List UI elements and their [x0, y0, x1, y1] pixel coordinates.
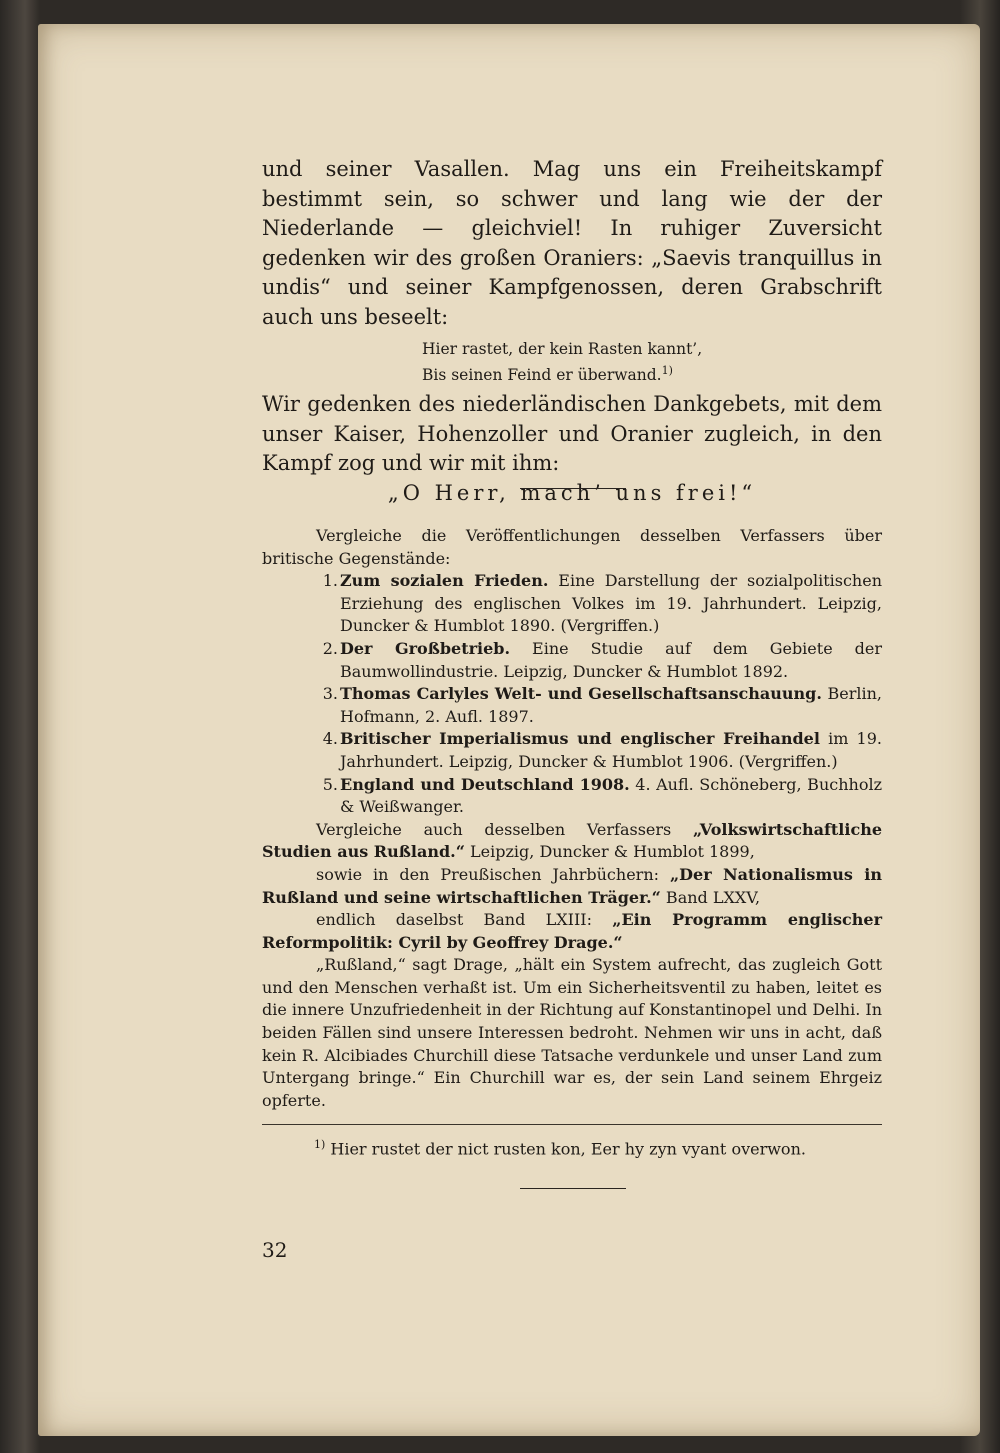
item-number: 3. — [322, 684, 338, 704]
drage-quote: „Rußland,“ sagt Drage, „hält ein System aufrecht, das zugleich Gott und den Menschen verhaßt ist. Um ein Sicherheitsventil zu haben, leitet es die innere Unzufriedenheit in der Richtung auf Konstantinopel und Delhi. In beiden Fällen sind unsere Interessen bedroht. Nehmen wir uns in acht, daß kein R. Alcibiades Churchill diese Tatsache verdunkele und unser Land zum Untergang bringe.“ Ein Churchill war es, der sein Land seinem Ehrgeiz opferte. — [262, 955, 882, 1110]
footnote-rule — [262, 1124, 882, 1125]
item-title: Der Großbetrieb. — [340, 638, 511, 658]
paragraph-dankgebet: Wir gedenken des niederländischen Dankgebets, mit dem unser Kaiser, Hohenzoller und Oranier zugleich, in den Kampf zog und wir mit ihm: — [262, 392, 882, 476]
footnote-mark: 1) — [314, 1138, 326, 1151]
verse-line-1: Hier rastet, der kein Rasten kannt’, — [422, 340, 703, 358]
notes-intro: Vergleiche die Veröffentlichungen desselben Verfassers über britische Gegenstände: — [262, 526, 882, 568]
list-item — [262, 570, 882, 638]
notes-russland — [262, 819, 882, 864]
notes-jahrbuecher-post: Band LXXV, — [660, 887, 761, 907]
item-number: 1. — [322, 571, 338, 591]
item-details: Eine Studie auf dem Gebiete der Baumwollindustrie. Leipzig, Duncker & Humblot 1892. — [340, 638, 883, 681]
verse-line-2 — [422, 360, 882, 386]
footnote-text: Hier rustet der nict rusten kon, Eer hy zyn vyant overwon. — [325, 1139, 806, 1159]
list-item — [262, 728, 882, 773]
notes-jahrbuecher-pre: sowie in den Preußischen Jahrbüchern: — [316, 864, 670, 884]
verse-line-2-text: Bis seinen Feind er überwand. — [422, 366, 662, 385]
epitaph-verse — [262, 338, 882, 386]
notes-russland-pre: Vergleiche auch desselben Verfassers — [316, 819, 693, 839]
item-number: 4. — [322, 729, 338, 749]
item-title: England und Deutschland 1908. — [340, 774, 630, 794]
notes-russland-post: Leipzig, Duncker & Humblot 1899, — [464, 842, 755, 862]
page-number: 32 — [262, 1238, 288, 1262]
list-item — [262, 683, 882, 728]
notes-reformpolitik-title: „Ein Programm englischer Reformpolitik: Cyril by Geoffrey Drage.“ — [262, 910, 883, 952]
footnote-reference: 1) — [661, 364, 673, 377]
section-divider-bottom — [520, 1188, 626, 1189]
item-details: im 19. Jahrhundert. Leipzig, Duncker & Humblot 1906. (Vergriffen.) — [340, 729, 883, 771]
notes-russland-title: „Volkswirtschaftliche Studien aus Rußland.“ — [262, 819, 882, 862]
item-title: Britischer Imperialismus und englischer Freihandel — [340, 729, 820, 749]
publication-list — [262, 570, 882, 819]
item-details: Eine Darstellung der sozialpolitischen Erziehung des englischen Volkes im 19. Jahrhundert. Leipzig, Duncker & Humblot 1890. (Vergriffen.) — [340, 571, 882, 636]
item-details: 4. Aufl. Schöneberg, Buchholz & Weißwanger. — [340, 774, 882, 817]
item-number: 2. — [322, 638, 338, 658]
footnote — [314, 1134, 806, 1160]
item-details: Berlin, Hofmann, 2. Aufl. 1897. — [340, 684, 883, 726]
list-item — [262, 774, 882, 819]
section-divider-top — [520, 488, 626, 489]
notes-reformpolitik — [262, 909, 882, 954]
item-number: 5. — [322, 774, 338, 794]
item-title: Zum sozialen Frieden. — [340, 571, 549, 591]
bibliography-notes — [262, 525, 882, 1112]
prayer-quote: „O Herr, mach’ uns frei!“ — [387, 480, 757, 505]
notes-reformpolitik-pre: endlich daselbst Band LXIII: — [316, 910, 613, 930]
notes-jahrbuecher-title: „Der Nationalismus in Rußland und seine wirtschaftlichen Träger.“ — [262, 864, 883, 907]
paragraph-vasallen: und seiner Vasallen. Mag uns ein Freiheitskampf bestimmt sein, so schwer und lang wie der der Niederlande — gleichviel! In ruhiger Zuversicht gedenken wir des großen Oraniers: „Saevis tranquillus in undis“ und seiner Kampfgenossen, deren Grabschrift auch uns beseelt: — [262, 157, 882, 329]
list-item — [262, 638, 882, 683]
item-title: Thomas Carlyles Welt- und Gesellschaftsanschauung. — [340, 684, 822, 704]
notes-jahrbuecher — [262, 864, 882, 909]
main-text — [262, 155, 882, 508]
